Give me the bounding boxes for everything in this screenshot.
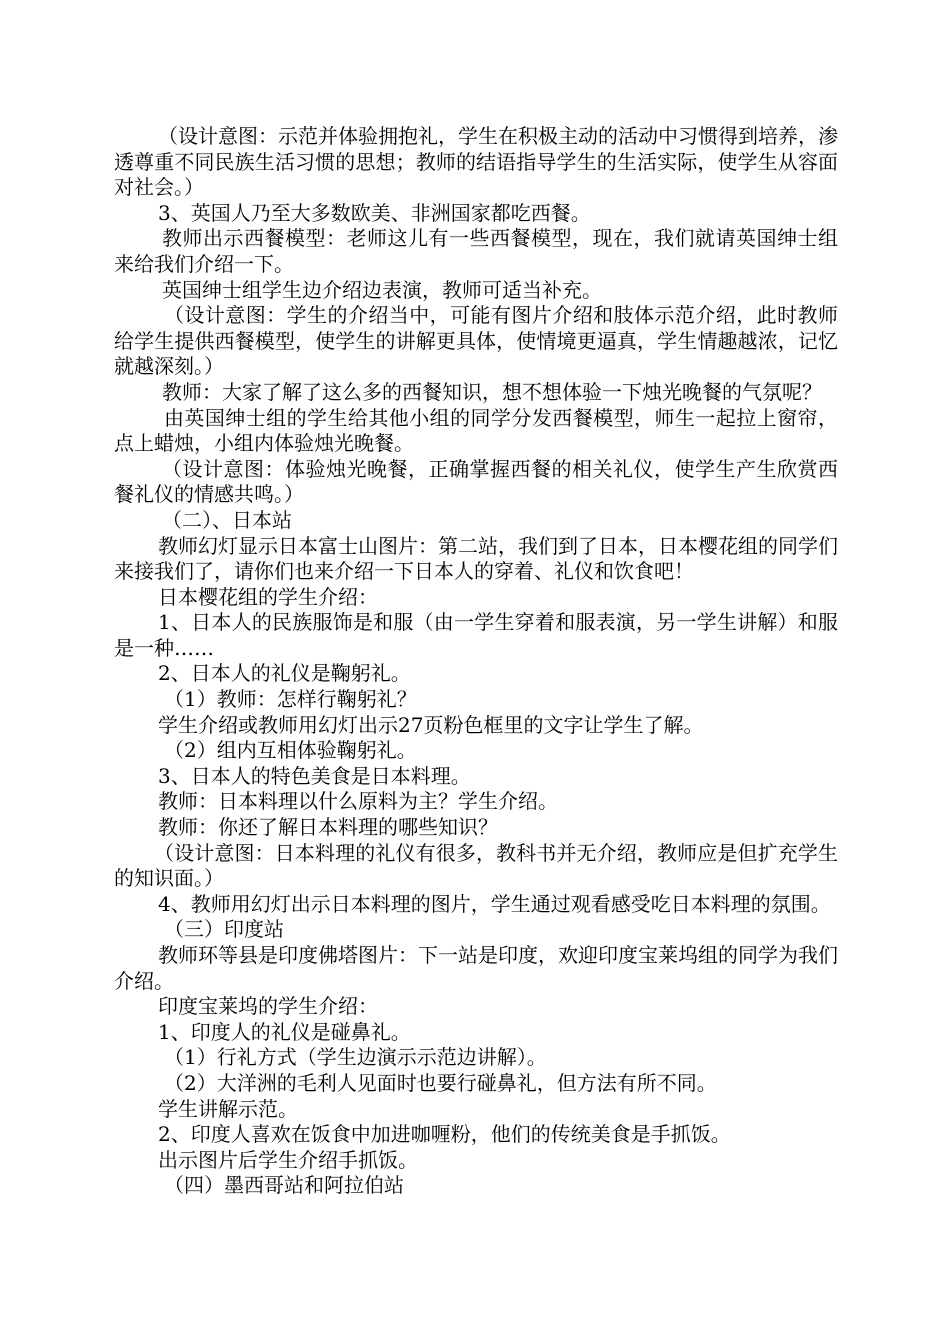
sub-maori-greeting: （2）大洋洲的毛利人见面时也要行碰鼻礼，但方法有所不同。 [164,1070,717,1095]
bow-slide-text: 学生介绍或教师用幻灯出示27页粉色框里的文字让学生了解。 [158,712,704,737]
sub-greeting-method: （1）行礼方式（学生边演示示范边讲解）。 [164,1045,547,1070]
point-japanese-cuisine: 3、日本人的特色美食是日本料理。 [158,763,471,788]
sakura-group-intro: 日本樱花组的学生介绍： [158,584,378,609]
british-group-intro: 英国绅士组学生边介绍边表演，教师可适当补充。 [162,277,602,302]
japan-slide-intro: 教师幻灯显示日本富士山图片：第二站，我们到了日本，日本樱花组的同学们来接我们了，请你们也来介绍一下日本人的穿着、礼仪和饮食吧！ [114,533,838,584]
candlelight-activity: 由英国绅士组的学生给其他小组的同学分发西餐模型，师生一起拉上窗帘，点上蜡烛，小组内体验烛光晚餐。 [114,405,838,456]
design-intent-cuisine: （设计意图：日本料理的礼仪有很多，教科书并无介绍，教师应是但扩充学生的知识面。） [114,840,838,891]
point-nose-touch: 1、印度人的礼仪是碰鼻礼。 [158,1019,411,1044]
design-intent-candlelight: （设计意图：体验烛光晚餐，正确掌握西餐的相关礼仪，使学生产生欣赏西餐礼仪的情感共鸣。） [114,456,838,507]
point-western-food: 3、英国人乃至大多数欧美、非洲国家都吃西餐。 [158,200,591,225]
sub-group-bow: （2）组内互相体验鞠躬礼。 [164,738,417,763]
point-curry-rice: 2、印度人喜欢在饭食中加进咖喱粉，他们的传统美食是手抓饭。 [158,1122,731,1147]
student-demo: 学生讲解示范。 [158,1096,298,1121]
bollywood-group-intro: 印度宝莱坞的学生介绍： [158,994,378,1019]
point-bow: 2、日本人的礼仪是鞠躬礼。 [158,661,411,686]
teacher-western-model: 教师出示西餐模型：老师这儿有一些西餐模型，现在，我们就请英国绅士组来给我们介绍一下。 [114,226,838,276]
design-intent-model: （设计意图：学生的介绍当中，可能有图片介绍和肢体示范介绍，此时教师给学生提供西餐模型，使学生的讲解更具体，使情境更逼真，学生情趣越浓，记忆就越深刻。） [114,303,838,379]
india-slide-intro: 教师环等县是印度佛塔图片：下一站是印度，欢迎印度宝莱坞组的同学为我们介绍。 [114,943,838,993]
sub-how-to-bow: （1）教师：怎样行鞠躬礼？ [164,687,417,712]
teacher-cuisine-ingredients: 教师：日本料理以什么原料为主？学生介绍。 [158,789,558,814]
design-intent-hug: （设计意图：示范并体验拥抱礼，学生在积极主动的活动中习惯得到培养，渗透尊重不同民族生活习惯的思想；教师的结语指导学生的生活实际，使学生从容面对社会。） [114,124,838,200]
section-japan-heading: （二）、日本站 [162,507,292,532]
point-kimono: 1、日本人的民族服饰是和服（由一学生穿着和服表演，另一学生讲解）和服是一种…… [114,610,838,660]
teacher-candlelight-question: 教师：大家了解了这么多的西餐知识，想不想体验一下烛光晚餐的气氛呢？ [162,379,822,404]
teacher-cuisine-knowledge: 教师：你还了解日本料理的哪些知识？ [158,815,498,840]
section-mexico-arab-heading: （四）墨西哥站和阿拉伯站 [164,1173,404,1198]
point-cuisine-pictures: 4、教师用幻灯出示日本料理的图片，学生通过观看感受吃日本料理的氛围。 [158,891,831,916]
hand-rice-intro: 出示图片后学生介绍手抓饭。 [158,1147,418,1172]
section-india-heading: （三）印度站 [164,917,284,942]
document-body [114,124,838,1199]
